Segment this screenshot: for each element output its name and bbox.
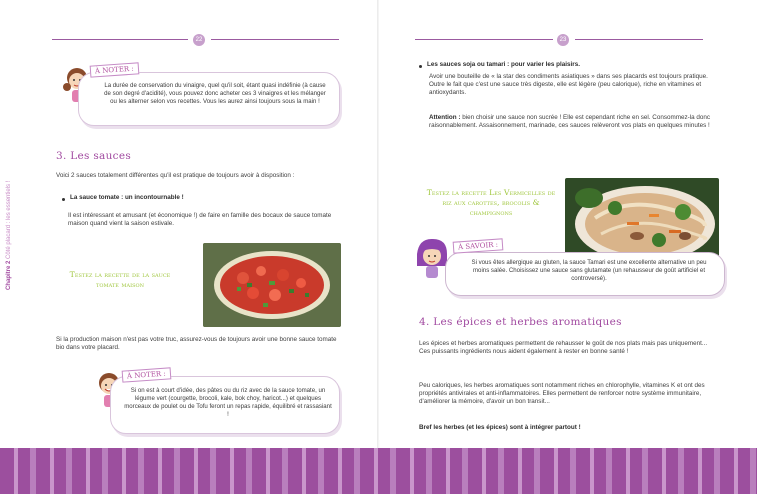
chapter-subtitle: Côté placard : les essentiels ! [6, 180, 12, 259]
decorative-stripe-band [0, 448, 757, 494]
bullet-dot [419, 65, 422, 68]
recipe-link[interactable]: Testez la recette de la sauce tomate maison [69, 270, 171, 289]
paragraph: Peu caloriques, les herbes aromatiques sont notamment riches en chlorophylle, vitamines K et ont des propriétés antivirales et anti-inflammatoires. Elles permettent de renforcer notre système immunitaire, d'améliorer la mémoire, d'avoir un bon transit... [419, 382, 705, 406]
bullet-heading: Les sauces soja ou tamari : pour varier les plaisirs. [427, 61, 580, 68]
left-page [0, 0, 378, 440]
bullet-dot [62, 198, 65, 201]
note-tag: À NOTER : [122, 367, 171, 382]
note-tag: À NOTER : [90, 62, 139, 77]
tomato-salad-image [203, 243, 341, 327]
header-rule [575, 39, 703, 40]
page-header-right [379, 34, 757, 46]
paragraph: Si la production maison n'est pas votre truc, assurez-vous de toujours avoir une bonne sauce tomate bio dans votre placard. [56, 336, 337, 352]
section-title: 4. Les épices et herbes aromatiques [419, 316, 622, 328]
header-rule [211, 39, 339, 40]
intro-text: Voici 2 sauces totalement différentes qu'il est pratique de toujours avoir à disposition : [56, 172, 295, 179]
paragraph: Les épices et herbes aromatiques permettent de rehausser le goût de nos plats mais pas uniquement... Ces puissants ingrédients nous aident également à rester en bonne santé ! [419, 340, 708, 356]
right-page [379, 0, 757, 440]
attention-label: Attention : [429, 114, 461, 121]
recipe-link[interactable]: Testez la recette Les Vermicelles de riz aux carottes, brocolis & champignons [426, 188, 556, 217]
attention-text: bien choisir une sauce non sucrée ! Elle est cependant riche en sel. Consommez-la donc raisonnablement. Assaisonnement, marinade, ces sauces relèveront vos plats en quelques minutes ! [429, 114, 711, 130]
header-rule [415, 39, 553, 40]
closing-line: Bref les herbes (et les épices) sont à intégrer partout ! [419, 424, 581, 431]
bullet-heading: La sauce tomate : un incontournable ! [70, 194, 184, 201]
page-number: 23 [557, 34, 569, 46]
note-text: Si on est à court d'idée, des pâtes ou du riz avec de la sauce tomate, un légume vert (courgette, brocoli, kale, bok choy, haricot...) et quelques morceaux de poulet ou de Tofu feront un repas rapide, équilibré et rassasiant ! [124, 387, 332, 418]
header-rule [52, 39, 188, 40]
tomato-salad-photo [203, 243, 341, 327]
chapter-running-head [6, 150, 16, 290]
page-header-left [0, 34, 378, 46]
note-tag: À SAVOIR : [453, 238, 504, 253]
page-number: 22 [193, 34, 205, 46]
paragraph: Avoir une bouteille de « la star des condiments asiatiques » dans ses placards est toujours pratique. Outre le fait que c'est une sauce très digeste, elle est légère (peu calorique), riche en vitamines et antioxydants. [429, 73, 708, 97]
note-text: La durée de conservation du vinaigre, quel qu'il soit, étant quasi indéfinie (à cause de son degré d'acidité), vous pouvez donc acheter ces 3 vinaigres et les mélanger ou les alterner selon vos recettes. Vous les aurez ainsi toujours sous la main ! [104, 82, 326, 105]
attention-paragraph [429, 114, 719, 130]
paragraph: Il est intéressant et amusant (et économique !) de faire en famille des bocaux de sauce tomate maison quand vient la saison estivale. [68, 212, 332, 228]
note-text: Si vous êtes allergique au gluten, la sauce Tamari est une excellente alternative un peu moins salée. Choisissez une sauce sans glutamate (un rehausseur de goût artificiel et controversé). [471, 259, 707, 282]
section-title: 3. Les sauces [56, 150, 132, 162]
chapter-label: Chapitre 2 [6, 260, 12, 290]
